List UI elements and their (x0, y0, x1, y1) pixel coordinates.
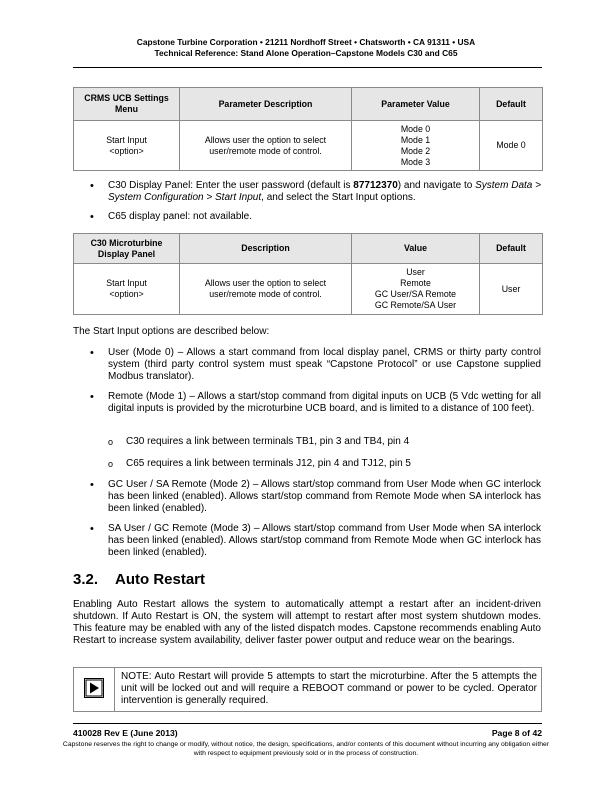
table1-value: Mode 2 (400, 145, 431, 156)
default-password: 87712370 (353, 180, 398, 191)
arrow-right-icon (84, 678, 104, 698)
auto-restart-description: Enabling Auto Restart allows the system to automatically attempt a restart after an incident-driven shutdown. If Auto Restart is ON, the system will attempt to restart after most system shutdown modes. This feature may be enabled with any of the listed dispatch modes. Capstone recommends enabling Auto Restart to increase system availability, deliver faster power output and reduce wear on the bearings. (73, 599, 541, 646)
c30-link-requirement: C30 requires a link between terminals TB1, pin 3 and TB4, pin 4 (126, 436, 410, 447)
note-box (73, 667, 542, 712)
page-number: Page 8 of 42 (491, 728, 542, 738)
table2-value: GC Remote/SA User (374, 300, 457, 310)
table2-cell-menu (74, 264, 180, 315)
sub-bullet-circle: o (108, 437, 114, 447)
table2-cell-default: User (480, 264, 543, 315)
sub-bullet-circle: o (108, 459, 114, 469)
table2-header-description: Description (180, 234, 352, 264)
table2-value: Remote (400, 278, 431, 288)
document-revision: 410028 Rev E (June 2013) (73, 728, 178, 738)
table1-desc-line: Allows user the option to select (204, 134, 327, 145)
menu-path: System Data > System Configuration > Start Input (108, 180, 541, 203)
table1-cell-default: Mode 0 (480, 121, 543, 171)
table1-header-default: Default (480, 88, 543, 121)
table2-header-menu: C30 Microturbine Display Panel (74, 234, 180, 264)
c65-display-panel-note: C65 display panel: not available. (108, 211, 252, 222)
note-text: NOTE: Auto Restart will provide 5 attempts to start the microturbine. After the 5 attempts the unit will be locked out and will require a REBOOT command or power to be cycled. Operator intervention is generally required. (121, 671, 537, 706)
section-number: 3.2. (73, 571, 99, 588)
table2-value: User (406, 267, 425, 277)
section-title: Auto Restart (115, 571, 206, 588)
table2-desc-line: Allows user the option to select (204, 278, 327, 288)
option-remote-mode: Remote (Mode 1) – Allows a start/stop command from digital inputs on UCB (5 Vdc wetting for all digital inputs is provided by the microturbine UCB board, and is limited to a distance of 100 feet). (108, 391, 541, 414)
table2-cell-values (352, 264, 480, 315)
display-panel-table (73, 233, 543, 315)
table2-menu-line: <option> (109, 289, 144, 299)
note-divider (114, 668, 115, 711)
section-heading (73, 571, 205, 589)
table1-header-menu: CRMS UCB Settings Menu (74, 88, 180, 121)
bullet-dot: • (90, 391, 94, 403)
bullet-dot: • (90, 479, 94, 491)
table1-value: Mode 1 (400, 134, 431, 145)
table1-cell-menu (74, 121, 180, 171)
option-user-mode: User (Mode 0) – Allows a start command from local display panel, CRMS or thirty party control system (third party control system must speak “Capstone Protocol” or use Capstone supplied Modbus translator). (108, 347, 541, 382)
bullet-dot: • (90, 180, 94, 192)
option-gc-user-sa-remote: GC User / SA Remote (Mode 2) – Allows start/stop command from User Mode when GC interlock has been linked (enabled). Allows start/stop command from Remote Mode when SA interlock has been linked (enabled). (108, 479, 541, 514)
table1-value: Mode 0 (400, 123, 431, 134)
table1-menu-line: <option> (109, 145, 144, 156)
table2-menu-line: Start Input (106, 278, 147, 288)
options-intro: The Start Input options are described below: (73, 326, 270, 337)
table1-header-description: Parameter Description (180, 88, 352, 121)
table1-desc-line: user/remote mode of control. (209, 145, 322, 156)
crms-settings-table (73, 87, 543, 171)
bullet-dot: • (90, 211, 94, 223)
header-rule (73, 67, 542, 68)
table2-desc-line: user/remote mode of control. (209, 289, 322, 299)
table2-header-default: Default (480, 234, 543, 264)
bullet-dot: • (90, 523, 94, 535)
bullet-dot: • (90, 347, 94, 359)
c30-display-panel-instruction: C30 Display Panel: Enter the user password (default is 87712370) and navigate to System Data > System Configuration > Start Input, and select the Start Input options. (108, 180, 541, 203)
table2-header-value: Value (352, 234, 480, 264)
legal-disclaimer: Capstone reserves the right to change or modify, without notice, the design, specifications, and/or contents of this document without incurring any obligation either with respect to equipment previously sold or in the process of construction. (62, 741, 550, 757)
c65-link-requirement: C65 requires a link between terminals J12, pin 4 and TJ12, pin 5 (126, 458, 411, 469)
table1-value: Mode 3 (400, 156, 431, 167)
table2-value: GC User/SA Remote (374, 289, 457, 299)
table1-cell-values (352, 121, 480, 171)
table1-cell-description (180, 121, 352, 171)
table2-cell-description (180, 264, 352, 315)
option-sa-user-gc-remote: SA User / GC Remote (Mode 3) – Allows start/stop command from User Mode when SA interlock has been linked (enabled). Allows start/stop command from Remote Mode when GC interlock has been linked (enabled). (108, 523, 541, 558)
table1-menu-line: Start Input (106, 134, 147, 145)
header-line-1: Capstone Turbine Corporation • 21211 Nordhoff Street • Chatsworth • CA 91311 • USA (136, 37, 476, 47)
footer-rule (73, 723, 542, 724)
table1-header-value: Parameter Value (352, 88, 480, 121)
header-line-2: Technical Reference: Stand Alone Operation–Capstone Models C30 and C65 (154, 48, 458, 58)
